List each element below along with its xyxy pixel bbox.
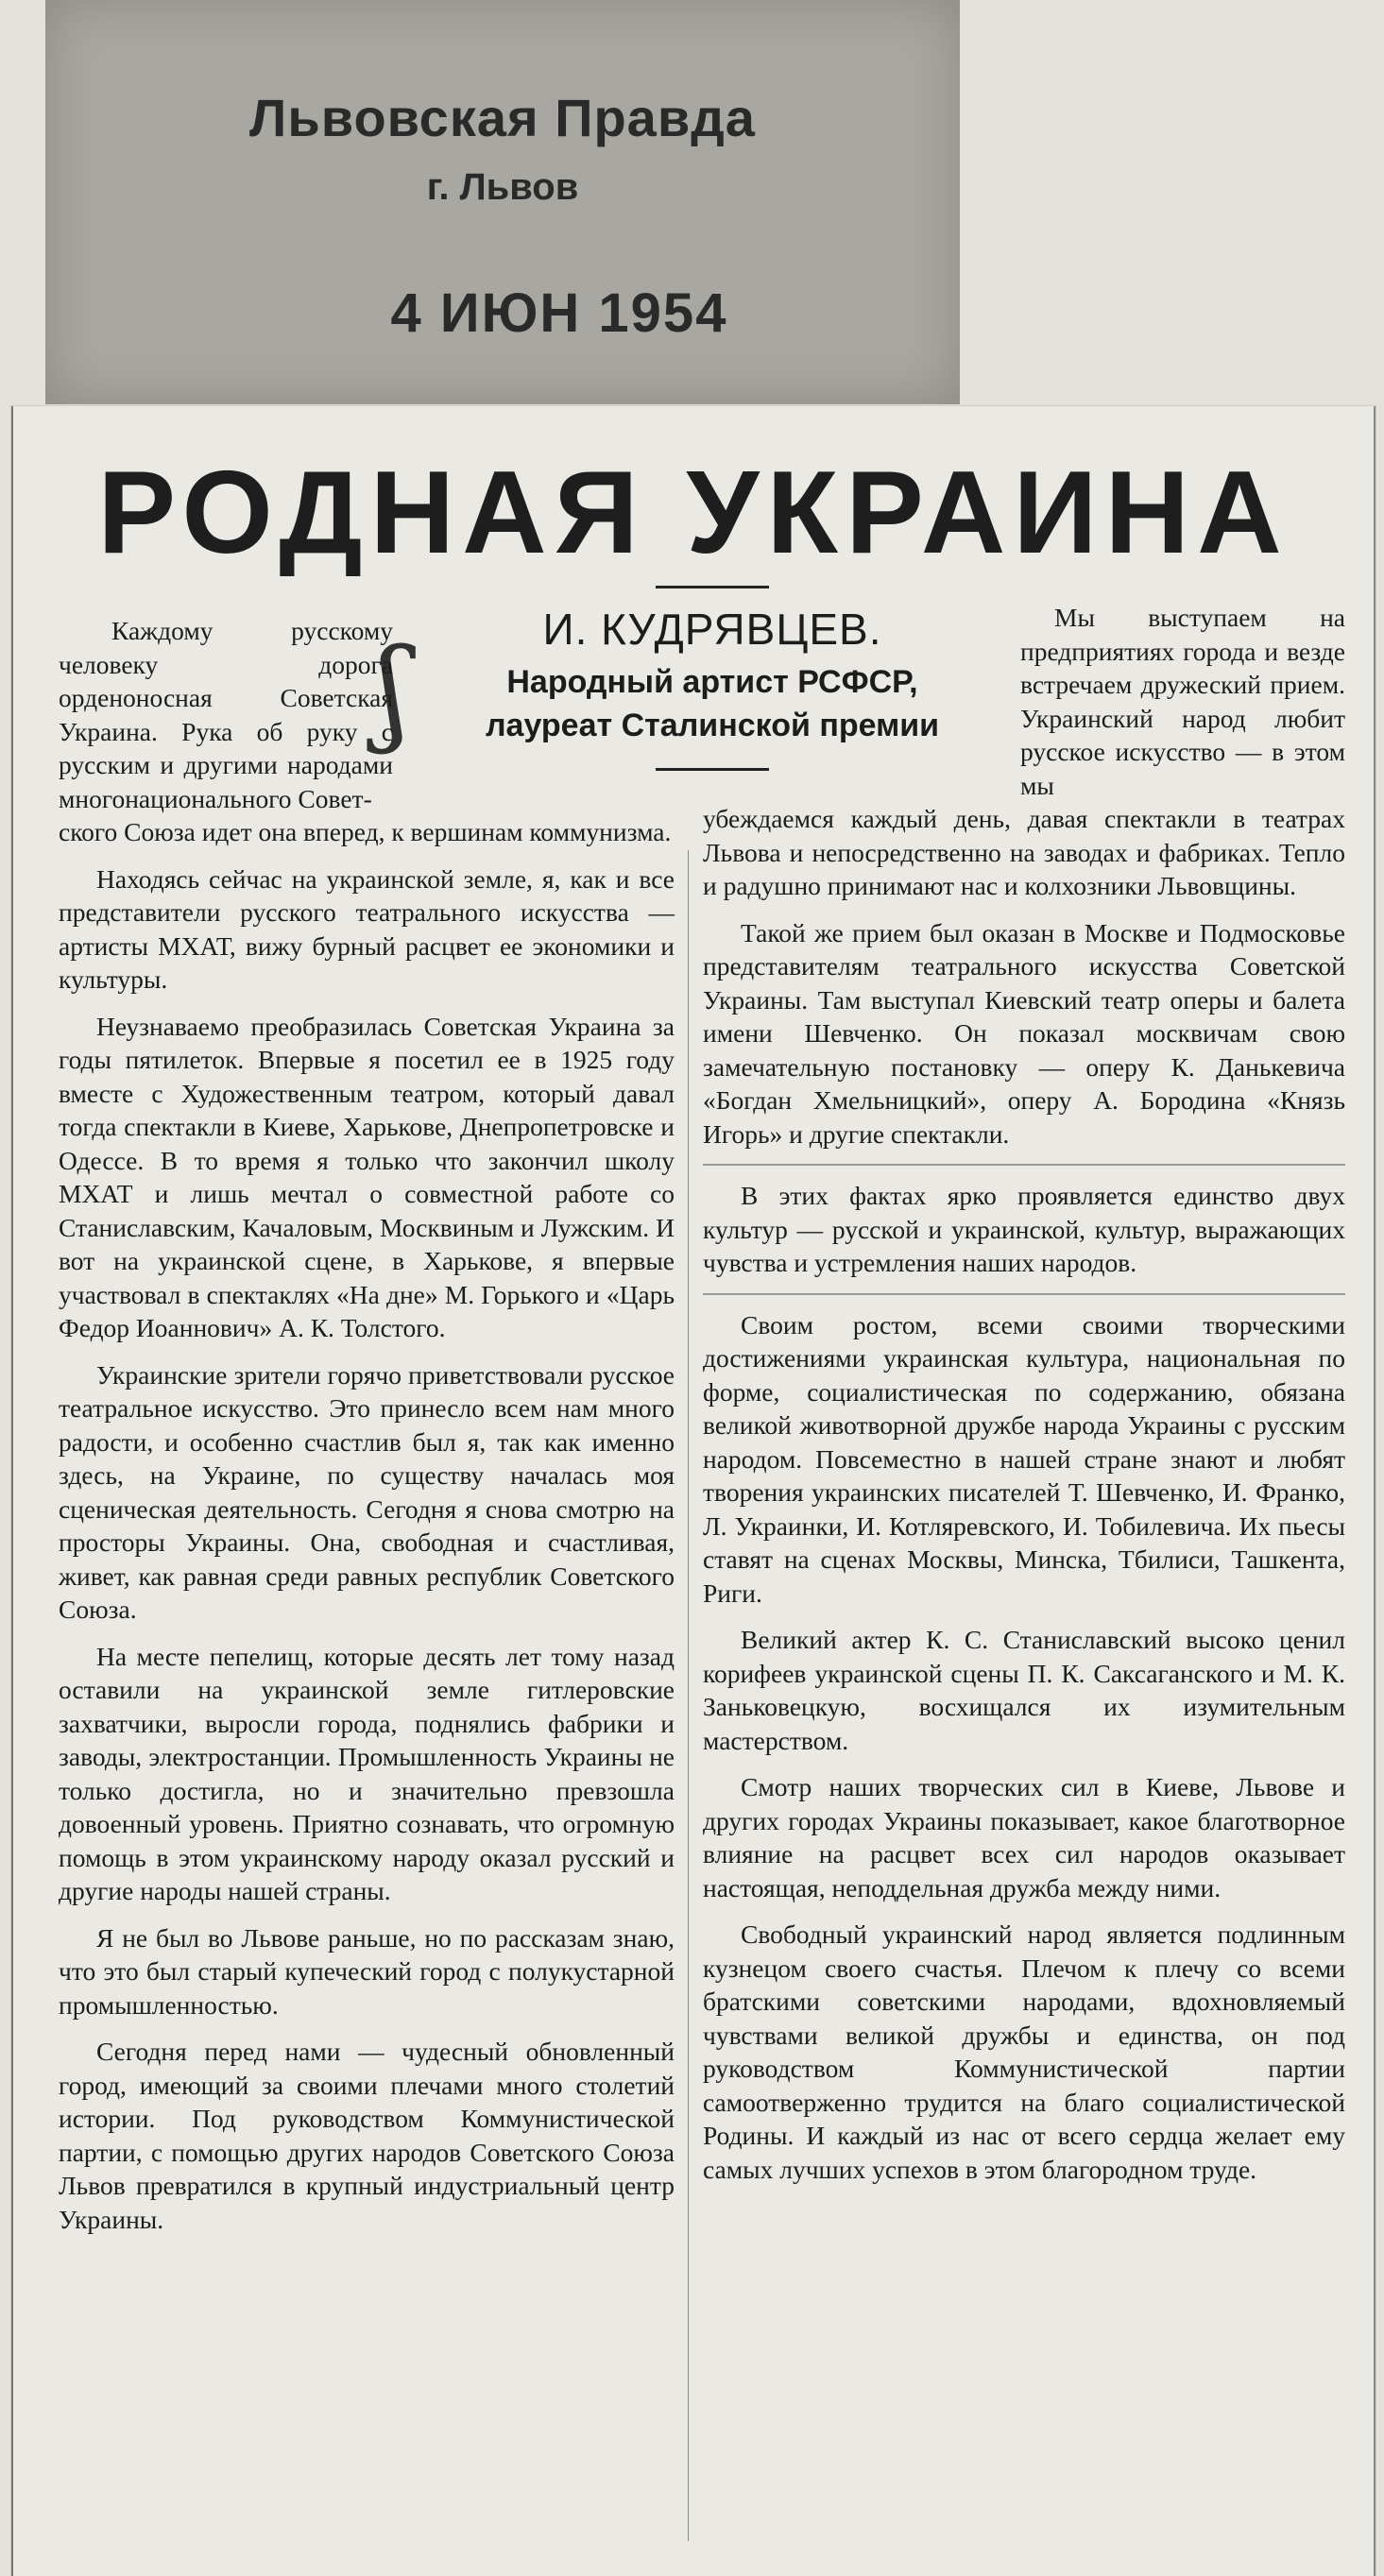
article-column-right [703, 601, 1345, 2199]
paragraph: Своим ростом, всеми своими творческими достижениями украинская культура, национальная по форме, социалистическая по содержанию, обязана великой животворной дружбе народа Украины с русским народом. Повсеместно в нашей стране знают и любят творения украинских писателей Т. Шевченко, И. Франко, Л. Украинки, И. Котляревского, И. Тобилевича. Их пьесы ставят на сценах Москвы, Минска, Тбилиси, Ташкента, Риги. [703, 1309, 1345, 1608]
paragraph: Великий актер К. С. Станиславский высоко ценил корифеев украинской сцены П. К. Саксаганского и М. К. Заньковецкую, восхищался их изумительным мастерством. [703, 1625, 1345, 1755]
newspaper-stamp [45, 0, 960, 404]
paragraph: Украинские зрители горячо приветствовали русское театральное искусство. Это принесло всем нам много радости, и особенно счастлив был я, так как именно здесь, на Украине, по существу началась моя сценическая деятельность. Сегодня я снова смотрю на просторы Украины. Она, свободная и счастливая, живет, как равная среди равных республик Советского Союза. [59, 1359, 675, 1624]
stamp-newspaper-name: Львовская Правда [249, 88, 756, 147]
author-title-1: Народный артист РСФСР, [506, 664, 918, 700]
byline-rule-top [656, 586, 769, 589]
newspaper-clipping [11, 406, 1375, 2576]
pencil-mark: ʃ [378, 625, 409, 757]
paragraph: Такой же прием был оказан в Москве и Подмосковье представителям театрального искусства Советской Украины. Там выступал Киевский театр оперы и балета имени Шевченко. Он показал москвичам свою замечательную постановку — оперу К. Данькевича «Богдан Хмельницкий», оперу А. Бородина «Князь Игорь» и другие спектакли. [703, 917, 1345, 1149]
author-name: И. КУДРЯВЦЕВ. [542, 605, 882, 654]
paragraph: ского Союза идет она вперед, к вершинам коммунизма. [59, 817, 672, 846]
paragraph: На месте пепелищ, которые десять лет тому назад оставили на украинской земле гитлеровские захватчики, выросли города, поднялись фабрики и заводы, электростанции. Промышленность Украины не только достигла, но и значительно превзошла довоенный уровень. Приятно сознавать, что огромную помощь в этом украинскому народу оказал русский и другие народы нашей страны. [59, 1641, 675, 1905]
paragraph: Сегодня перед нами — чудесный обновленный город, имеющий за своими плечами много столетий истории. Под руководством Коммунистической партии, с помощью других народов Советского Союза Львов превратился в крупный индустриальный центр Украины. [59, 2037, 675, 2234]
paragraph: Каждому русскому человеку дорога орденоносная Советская Украина. Рука об руку с русским и другими народами многонационального Совет- [59, 616, 393, 813]
article-headline: РОДНАЯ УКРАИНА [97, 448, 1290, 578]
paragraph: убеждаемся каждый день, давая спектакли в театрах Львова и непосредственно на заводах и фабриках. Тепло и радушно принимают нас и колхозники Львовщины. [703, 804, 1345, 900]
paragraph: Находясь сейчас на украинской земле, я, как и все представители русского театрального искусства — артисты МХАТ, вижу бурный расцвет ее экономики и культуры. [59, 863, 675, 994]
paragraph: Я не был во Львове раньше, но по рассказам знаю, что это был старый купеческий город с полукустарной промышленностью. [59, 1922, 675, 2020]
paragraph: Смотр наших творческих сил в Киеве, Львове и других городах Украины показывает, какое благотворное влияние на расцвет всех сил народов оказывает настоящая, неподдельная дружба между ними. [703, 1772, 1345, 1902]
paragraph: Неузнаваемо преобразилась Советская Украина за годы пятилеток. Впервые я посетил ее в 1925 году вместе с Художественным театром, который давал тогда спектакли в Киеве, Харькове, Днепропетровске и Одессе. В то время я только что закончил школу МХАТ и лишь мечтал о совместной работе со Станиславским, Качаловым, Москвиным и Лужским. И вот на украинской сцене, в Харькове, я впервые участвовал в спектаклях «На дне» М. Горького и «Царь Федор Иоаннович» А. К. Толстого. [59, 1011, 675, 1342]
author-title-2: лауреат Сталинской премии [485, 708, 940, 743]
section-divider [703, 1293, 1345, 1295]
paragraph: В этих фактах ярко проявляется единство двух культур — русской и украинской, культур, выражающих чувства и устремления наших народов. [703, 1181, 1345, 1277]
stamp-city: г. Львов [426, 166, 579, 208]
paragraph: Мы выступаем на предприятиях города и везде встречаем дружеский прием. Украинский народ любит русское искусство — в этом мы [1020, 603, 1345, 800]
article-column-left [59, 614, 675, 2249]
section-divider [703, 1164, 1345, 1166]
column-divider [688, 850, 689, 2541]
stamp-date: 4 ИЮН 1954 [390, 282, 728, 344]
paragraph: Свободный украинский народ является подлинным кузнецом своего счастья. Плечом к плечу со всеми братскими советскими народами, вдохновляемый чувствами великой дружбы и единства, он под руководством Коммунистической партии самоотверженно трудится на благо социалистической Родины. И каждый из нас от всего сердца желает ему самых лучших успехов в этом благородном труде. [703, 1919, 1345, 2184]
